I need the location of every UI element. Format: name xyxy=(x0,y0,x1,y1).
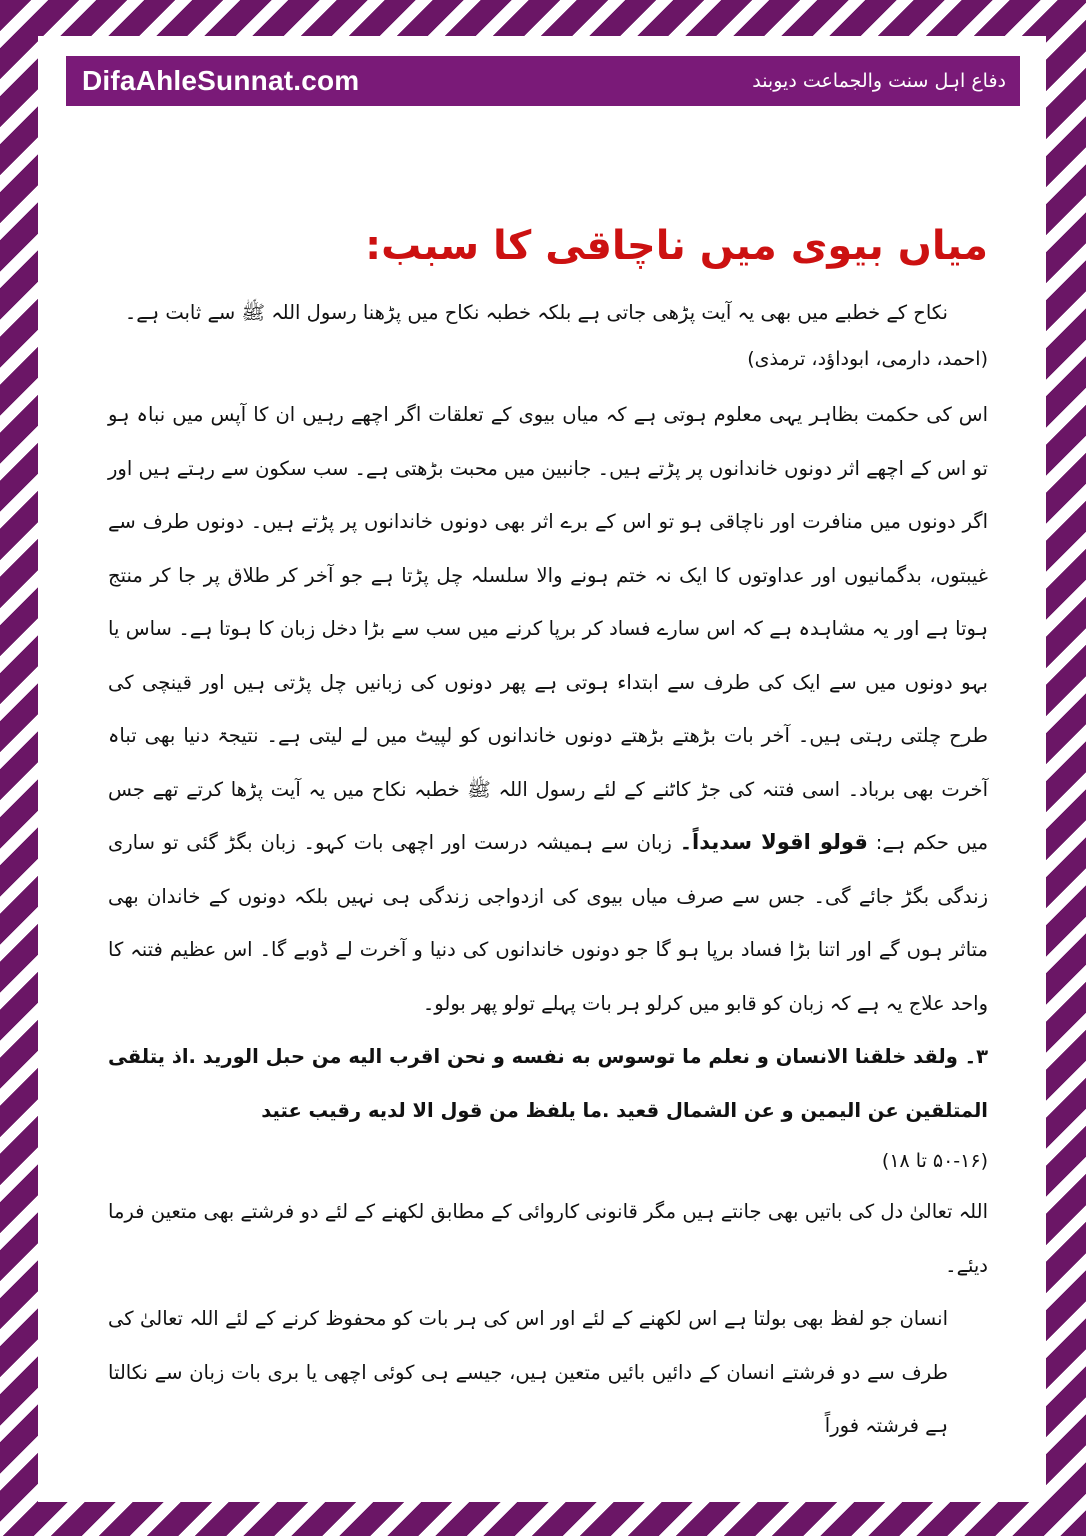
quran-quote: قولو اقولا سدیداً۔ xyxy=(679,830,868,854)
site-name: دفاع اہل سنت والجماعت دیوبند xyxy=(752,70,1006,92)
verse-text: ۳۔ ولقد خلقنا الانسان و نعلم ما توسوس به نفسه و نحن اقرب اليه من حبل الوريد .اذ يتلقى المتلقين عن اليمين و عن الشمال قعيد .ما يلفظ من قول الا لديه رقيب عتيد xyxy=(108,1045,988,1122)
main-paragraph-part1: اس کی حکمت بظاہر یہی معلوم ہوتی ہے کہ میاں بیوی کے تعلقات اگر اچھے رہیں ان کا آپس میں نباہ ہو تو اس کے اچھے اثر دونوں خاندانوں پر پڑتے ہیں۔ جانبین میں محبت بڑھتی ہے۔ سب سکون سے رہتے ہیں اور اگر دونوں میں منافرت اور ناچاقی ہو تو اس کے برے اثر بھی دونوں خاندانوں پر پڑتے ہیں۔ دونوں طرف سے غیبتوں، بدگمانیوں اور عداوتوں کا ایک نہ ختم ہونے والا سلسلہ چل پڑتا ہے جو آخر کر طلاق پر جا کر منتج ہوتا ہے اور یہ مشاہدہ ہے کہ اس سارے فساد کر برپا کرنے میں سب سے بڑا دخل زبان کا ہوتا ہے۔ ساس یا بہو دونوں میں سے ایک کی طرف سے ابتداء ہوتی ہے پھر دونوں کی زبانیں چل پڑتی ہیں اور قینچی کی طرح چلتی رہتی ہیں۔ آخر بات بڑھتے بڑھتے دونوں خاندانوں کو لپیٹ میں لے لیتی ہے۔ نتیجۃ دنیا بھی تباہ آخرت بھی برباد۔ اسی فتنہ کی جڑ کاٹنے کے لئے رسول اللہ ﷺ خطبہ نکاح میں یہ آیت پڑھا کرتے تھے جس میں حکم ہے: xyxy=(108,403,989,854)
article-heading: میاں بیوی میں ناچاقی کا سبب: xyxy=(365,223,988,269)
document-page xyxy=(38,36,1046,1502)
article-body xyxy=(108,216,988,1453)
site-url-link[interactable]: DifaAhleSunnat.com xyxy=(82,65,360,96)
intro-paragraph: نکاح کے خطبے میں بھی یہ آیت پڑھی جاتی ہے بلکہ خطبہ نکاح میں پڑھنا رسول اللہ ﷺ سے ثابت ہے۔ xyxy=(124,301,948,324)
main-paragraph-part2: زبان سے ہمیشہ درست اور اچھی بات کہو۔ زبان بگڑ گئی تو ساری زندگی بگڑ جائے گی۔ جس سے صرف میاں بیوی کی ازدواجی زندگی ہی نہیں بلکہ دونوں کے خاندان بھی متاثر ہوں گے اور اتنا بڑا فساد برپا ہو گا جو دونوں خاندانوں کی دنیا و آخرت لے ڈوبے گا۔ اس عظیم فتنہ کا واحد علاج یہ ہے کہ زبان کو قابو میں کرلو ہر بات پہلے تولو پھر بولو۔ xyxy=(108,831,988,1015)
header-bar xyxy=(66,56,1020,106)
main-paragraph xyxy=(108,388,988,1030)
closing-paragraph: انسان جو لفظ بھی بولتا ہے اس لکھنے کے لئے اور اس کی ہر بات کو محفوظ کرنے کے لئے اللہ تعالیٰ کی طرف سے دو فرشتے انسان کے دائیں بائیں متعین ہیں، جیسے ہی کوئی اچھی یا بری بات زبان سے نکالتا ہے فرشتہ فوراً xyxy=(108,1307,948,1437)
verse-reference: (۵۰-۱۶ تا ۱۸) xyxy=(881,1150,988,1172)
angels-paragraph: اللہ تعالیٰ دل کی باتیں بھی جانتے ہیں مگر قانونی کاروائی کے مطابق لکھنے کے لئے دو فرشتے بھی متعین فرما دیئے۔ xyxy=(108,1200,988,1277)
intro-citation: (احمد، دارمی، ابوداؤد، ترمذی) xyxy=(747,348,988,370)
